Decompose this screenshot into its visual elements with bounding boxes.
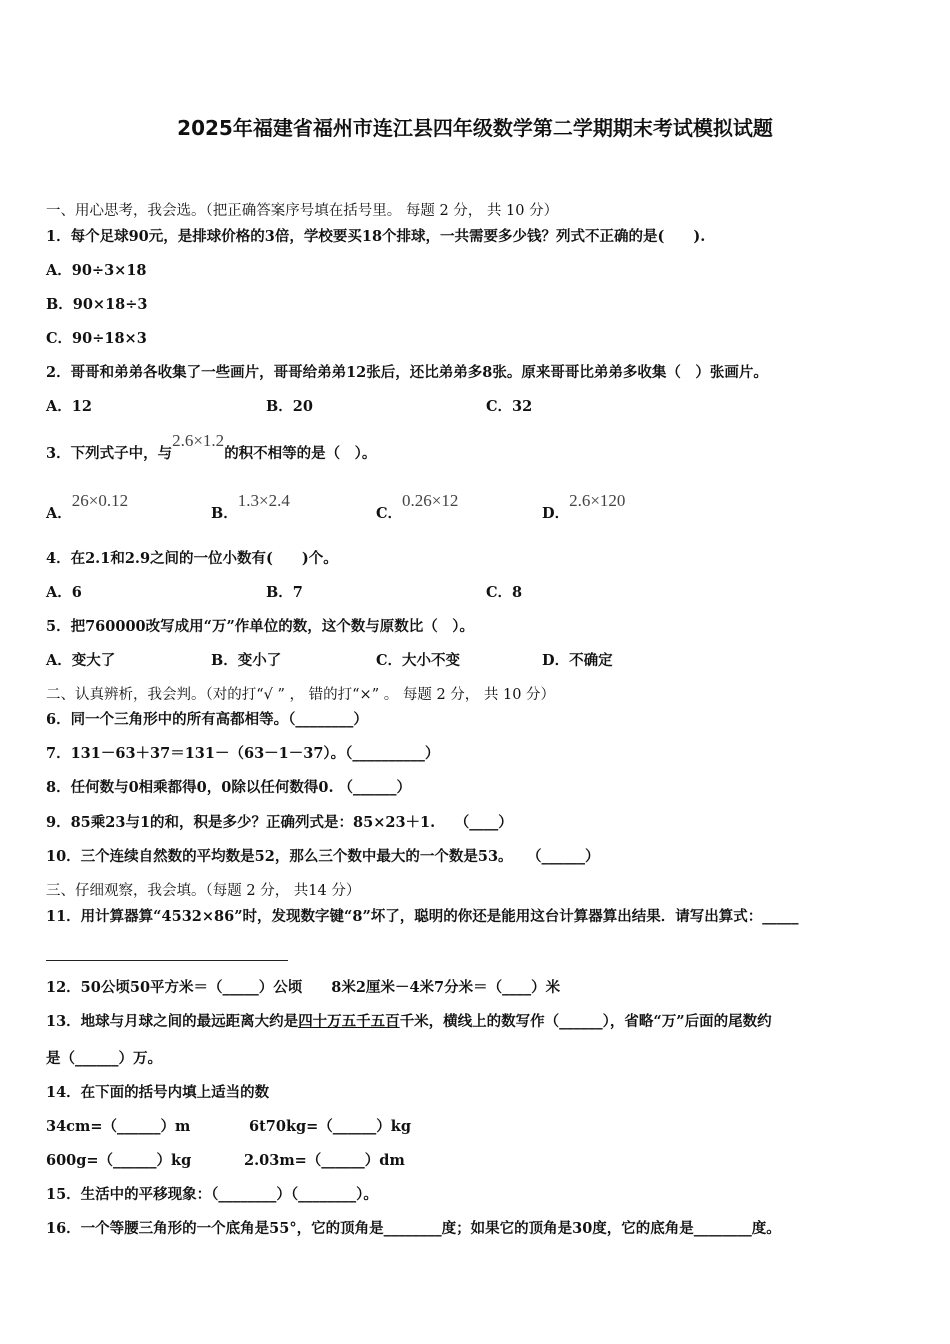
q11-answer-line bbox=[46, 960, 288, 961]
q2-option-b: B．20 bbox=[266, 398, 313, 415]
q4-option-b: B．7 bbox=[266, 584, 303, 601]
q5-option-a: A．变大了 bbox=[46, 652, 116, 669]
q14-row-1 bbox=[46, 1117, 411, 1137]
question-2: 2．哥哥和弟弟各收集了一些画片，哥哥给弟弟12张后，还比弟弟多8张。原来哥哥比弟弟多收集（ ）张画片。 bbox=[46, 364, 768, 381]
q1-option-a: A．90÷3×18 bbox=[46, 262, 147, 279]
q5-option-d: D．不确定 bbox=[542, 652, 613, 669]
question-8: 8．任何数与0相乘都得0，0除以任何数得0. （______） bbox=[46, 779, 412, 796]
q3-option-c bbox=[376, 491, 542, 524]
question-13-continued: 是（______）万。 bbox=[46, 1050, 162, 1067]
question-6: 6．同一个三角形中的所有高都相等。（________） bbox=[46, 711, 368, 728]
q3-option-c-label: C． bbox=[376, 505, 403, 522]
q3-text-post: 的积不相等的是（ ）。 bbox=[224, 445, 377, 462]
question-16: 16．一个等腰三角形的一个底角是55°，它的顶角是________度；如果它的顶角是30度，它的底角是________度。 bbox=[46, 1220, 781, 1237]
question-1: 1．每个足球90元，是排球价格的3倍，学校要买18个排球，一共需要多少钱？列式不正确的是( ). bbox=[46, 228, 706, 245]
q5-option-b: B．变小了 bbox=[211, 652, 282, 669]
q2-options bbox=[46, 397, 532, 417]
q3-option-d bbox=[542, 491, 626, 524]
q5-option-c: C．大小不变 bbox=[376, 652, 461, 669]
question-9: 9．85乘23与1的和，积是多少？正确列式是：85×23＋1. （____） bbox=[46, 814, 513, 831]
page-title: 2025年福建省福州市连江县四年级数学第二学期期末考试模拟试题 bbox=[177, 116, 773, 140]
q4-option-a: A．6 bbox=[46, 584, 82, 601]
q3-option-b-formula: 1.3×2.4 bbox=[237, 491, 290, 510]
q2-option-c: C．32 bbox=[486, 398, 533, 415]
section-1-heading: 一、用心思考，我会选。（把正确答案序号填在括号里。 每题 2 分， 共 10 分） bbox=[46, 203, 559, 219]
q3-option-d-formula: 2.6×120 bbox=[569, 491, 626, 510]
q3-option-b-label: B． bbox=[211, 505, 238, 522]
question-13 bbox=[46, 1012, 772, 1032]
question-3 bbox=[46, 431, 377, 464]
q3-option-d-label: D． bbox=[542, 505, 570, 522]
question-10: 10．三个连续自然数的平均数是52，那么三个数中最大的一个数是53。 （______） bbox=[46, 848, 600, 865]
q14-item-b: 6t70kg=（______）kg bbox=[249, 1118, 411, 1135]
q5-options bbox=[46, 651, 613, 671]
section-2-heading: 二、认真辨析，我会判。（对的打“√ ” ， 错的打“×” 。 每题 2 分， 共 10 分） bbox=[46, 687, 556, 703]
question-5: 5．把760000改写成用“万”作单位的数，这个数与原数比（ ）。 bbox=[46, 618, 475, 635]
q14-item-c: 600g=（______）kg bbox=[46, 1152, 192, 1169]
section-3-heading: 三、仔细观察，我会填。（每题 2 分， 共14 分） bbox=[46, 883, 361, 899]
q4-option-c: C．8 bbox=[486, 584, 523, 601]
question-7: 7．131－63＋37＝131－（63－1－37）。（__________） bbox=[46, 745, 440, 762]
q3-formula: 2.6×1.2 bbox=[172, 431, 225, 450]
q3-options bbox=[46, 491, 626, 524]
question-15: 15．生活中的平移现象：（________）（________）。 bbox=[46, 1186, 378, 1203]
q1-option-b: B．90×18÷3 bbox=[46, 296, 148, 313]
q13-underlined-number: 四十万五千五百 bbox=[298, 1013, 400, 1030]
q14-item-d: 2.03m=（______）dm bbox=[244, 1152, 405, 1169]
q14-row-2 bbox=[46, 1151, 405, 1171]
question-11: 11．用计算器算“4532×86”时，发现数字键“8”坏了，聪明的你还是能用这台计算器算出结果．请写出算式：_____ bbox=[46, 908, 799, 925]
q3-option-c-formula: 0.26×12 bbox=[402, 491, 459, 510]
question-12: 12．50公顷50平方米＝（_____）公顷 8米2厘米－4米7分米＝（____）米 bbox=[46, 979, 561, 996]
q3-option-b bbox=[211, 491, 376, 524]
q3-text-pre: 3．下列式子中，与 bbox=[46, 445, 173, 462]
q3-option-a bbox=[46, 491, 211, 524]
q13-text-pre: 13．地球与月球之间的最远距离大约是 bbox=[46, 1013, 299, 1030]
question-4: 4．在2.1和2.9之间的一位小数有( )个。 bbox=[46, 550, 338, 567]
q4-options bbox=[46, 583, 522, 603]
q13-text-post: 千米，横线上的数写作（______），省略“万”后面的尾数约 bbox=[399, 1013, 772, 1030]
q3-option-a-formula: 26×0.12 bbox=[71, 491, 129, 510]
q1-option-c: C．90÷18×3 bbox=[46, 330, 147, 347]
q2-option-a: A．12 bbox=[46, 398, 92, 415]
q14-item-a: 34cm=（______）m bbox=[46, 1118, 191, 1135]
question-14: 14．在下面的括号内填上适当的数 bbox=[46, 1084, 270, 1101]
q3-option-a-label: A． bbox=[46, 505, 72, 522]
